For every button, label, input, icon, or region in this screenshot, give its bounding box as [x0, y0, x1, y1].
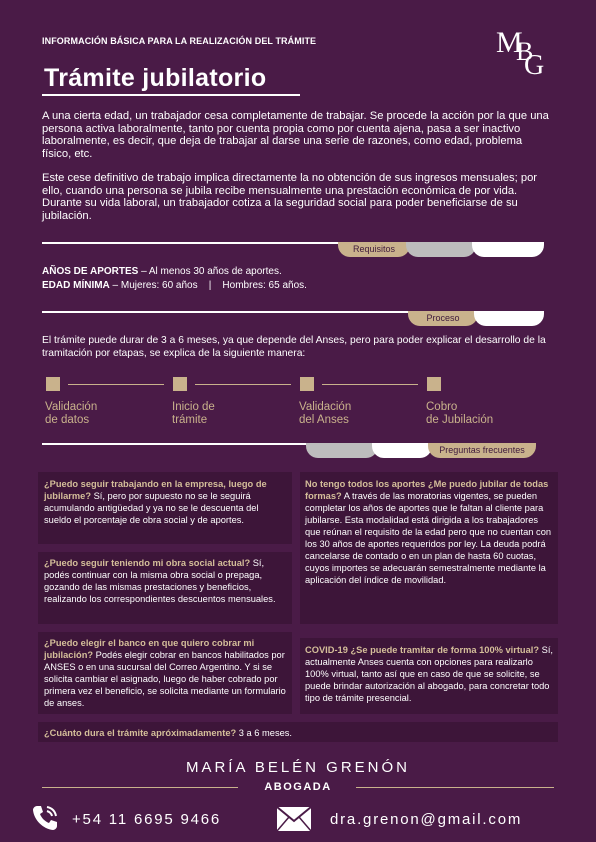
svg-text:M: M — [496, 26, 523, 59]
tab-decoration — [472, 242, 544, 257]
step-marker — [173, 377, 187, 391]
lawyer-name: MARÍA BELÉN GRENÓN — [185, 759, 411, 776]
intro-paragraph-2: Este cese definitivo de trabajo implica directamente la no obtención de sus ingresos mensuales; por ello, cuando una persona se jubila recibe mensualmente una prestación económica de por vida. Durante su vida laboral, un trabajador cotiza a la seguridad social para poder beneficiarse de su jubilación. — [42, 172, 538, 222]
step-label-line: trámite — [172, 414, 208, 426]
requisito-aportes-label: AÑOS DE APORTES — [42, 266, 139, 277]
faq-answer: Sí, pero por supuesto no se le seguirá acumulando antigüedad y ya no se le descuenta del sueldo el porcentaje de obra social y de aportes. — [44, 491, 259, 525]
faq-item-banco — [44, 637, 288, 709]
step-label-line: del Anses — [299, 414, 349, 426]
step-marker — [427, 377, 441, 391]
phone-number[interactable]: +54 11 6695 9466 — [72, 811, 222, 828]
faq-question: COVID-19 ¿Se puede tramitar de forma 100% virtual? — [305, 645, 540, 655]
faq-item-obra-social — [44, 557, 288, 605]
requisito-edad-label: EDAD MÍNIMA — [42, 280, 110, 291]
preguntas-tabbar — [0, 443, 596, 458]
faq-answer: Sí, actualmente Anses cuenta con opciones para realizarlo 100% virtual, tanto así que en caso de que se solicite, se puede brindar autorización al abogado, para concretar todo tipo de trámite presencial. — [305, 645, 553, 703]
svg-text:B: B — [516, 37, 534, 66]
faq-answer: 3 a 6 meses. — [236, 728, 292, 738]
step-label-line: Inicio de — [172, 401, 215, 413]
faq-question: No tengo todos los aportes ¿Me puedo jubilar de todas formas? — [305, 479, 549, 501]
requisitos-tabbar — [0, 242, 596, 257]
step-label-line: Validación — [299, 401, 352, 413]
requisito-edad-value: – Mujeres: 60 años | Hombres: 65 años. — [109, 280, 307, 291]
document-kicker: INFORMACIÓN BÁSICA PARA LA REALIZACIÓN DEL TRÁMITE — [42, 36, 317, 46]
tab-decoration — [306, 443, 378, 458]
proceso-tabbar — [0, 311, 596, 326]
divider-line — [42, 443, 312, 445]
step-connector — [195, 384, 291, 385]
requisito-edad — [42, 279, 307, 293]
faq-item-covid — [305, 644, 553, 704]
faq-answer: A través de las moratorias vigentes, se pueden completar los años de aportes que le faltan al cliente para jubilarse. Esta modalidad está dirigida a los trabajadores que reúnan el requisito de la edad pero que no cuentan con los 30 años de aportes requeridos por ley. La deuda podrá cancelarse de contado o en un plan de hasta 60 cuotas, cuyos importes se adecuarán semestralmente mediante la aplicación del índice de movilidad. — [305, 491, 552, 585]
divider-line — [42, 242, 342, 244]
step-marker — [46, 377, 60, 391]
faq-item-aportes — [305, 478, 553, 586]
faq-answer: Sí, podés continuar con la misma obra social o prepaga, gozando de las mismas prestaciones y beneficios, realizando los correspondientes descuentos mensuales. — [44, 558, 276, 604]
step-label-line: de Jubilación — [426, 414, 494, 426]
requisito-aportes — [42, 265, 307, 279]
tab-decoration — [406, 242, 476, 257]
step-validacion-datos — [45, 401, 97, 427]
step-label-line: Cobro — [426, 401, 458, 413]
step-validacion-anses — [299, 401, 351, 427]
proceso-intro: El trámite puede durar de 3 a 6 meses, ya que depende del Anses, pero para poder explicar el desarrollo de la tramitación por etapas, se explica de la siguiente manera: — [42, 335, 546, 359]
tab-proceso: Proceso — [408, 311, 478, 326]
tab-decoration — [372, 443, 432, 458]
step-marker — [300, 377, 314, 391]
faq-question: ¿Puedo seguir trabajando en la empresa, luego de jubilarme? — [44, 479, 267, 501]
phone-icon — [30, 803, 60, 833]
requisito-aportes-value: – Al menos 30 años de aportes. — [138, 266, 282, 277]
envelope-icon — [276, 806, 312, 832]
step-cobro-jubilacion — [426, 401, 493, 427]
tab-requisitos: Requisitos — [338, 242, 410, 257]
faq-question: ¿Cuánto dura el trámite apróximadamente? — [44, 728, 237, 738]
intro-paragraph-1: A una cierta edad, un trabajador cesa completamente de trabajar. Se procede la acción por la que una persona activa laboralmente, tanto por cuenta propia como por cuenta ajena, pasa a ser inactivo laboralmente, es decir, que deja de trabajar al darse una serie de razones, como edad, problema físico, etc. — [42, 110, 549, 160]
lawyer-role: ABOGADA — [264, 781, 332, 793]
step-connector — [68, 384, 164, 385]
step-label-line: Validación — [45, 401, 98, 413]
faq-question: ¿Puedo seguir teniendo mi obra social actual? — [44, 558, 251, 568]
faq-item-duracion — [44, 727, 554, 739]
faq-answer: Podés elegir cobrar en bancos habilitados por ANSES o en una sucursal del Correo Argentino. Y si se solicita cambiar el asignado, luego de haber cobrado por primera vez el beneficio, se solicita mediante un formulario de anses. — [44, 650, 286, 708]
divider-line — [42, 311, 412, 313]
faq-question: ¿Puedo elegir el banco en que quiero cobrar mi jubilación? — [44, 638, 255, 660]
step-label-line: de datos — [45, 414, 90, 426]
tab-decoration — [474, 311, 544, 326]
svg-text:G: G — [524, 50, 545, 78]
tab-preguntas: Preguntas frecuentes — [428, 443, 536, 458]
requisitos-list — [42, 265, 307, 293]
email-address[interactable]: dra.grenon@gmail.com — [330, 811, 523, 828]
faq-item-trabajar — [44, 478, 288, 526]
mbg-logo — [494, 22, 554, 78]
title-underline — [42, 94, 300, 96]
step-connector — [322, 384, 418, 385]
page-title: Trámite jubilatorio — [44, 64, 267, 92]
step-inicio-tramite — [172, 401, 215, 427]
